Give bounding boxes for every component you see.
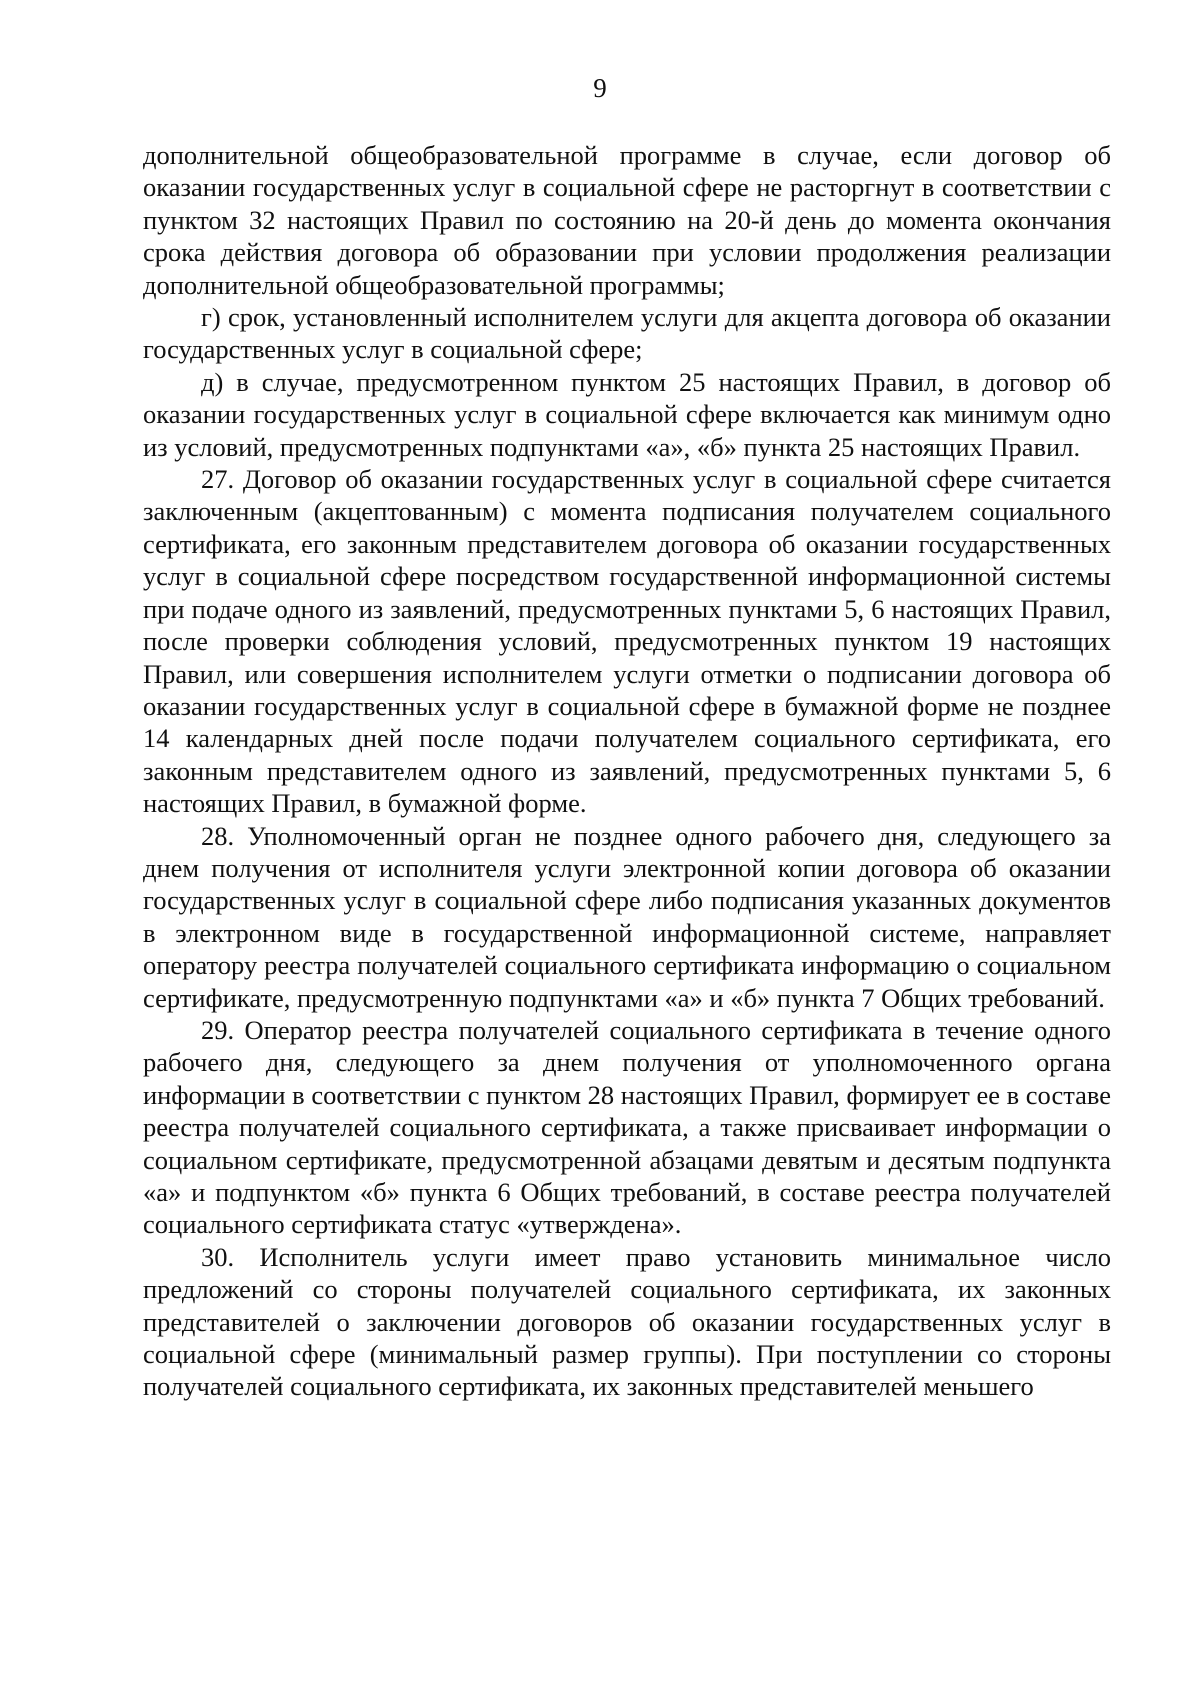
paragraph-item-30: 30. Исполнитель услуги имеет право установить минимальное число предложений со стороны получателей социального сертификата, их законных представителей о заключении договоров об оказании государственных услуг в социальной сфере (минимальный размер группы). При поступлении со стороны получателей социального сертификата, их законных представителей меньшего — [143, 1241, 1111, 1402]
document-body — [143, 139, 1111, 1403]
paragraph-subitem-g: г) срок, установленный исполнителем услуги для акцепта договора об оказании государственных услуг в социальной сфере; — [143, 302, 1111, 365]
paragraph-subitem-d: д) в случае, предусмотренном пунктом 25 настоящих Правил, в договор об оказании государственных услуг в социальной сфере включается как минимум одно из условий, предусмотренных подпунктами «а», «б» пункта 25 настоящих Правил. — [143, 366, 1111, 462]
paragraph-item-28: 28. Уполномоченный орган не позднее одного рабочего дня, следующего за днем получения от исполнителя услуги электронной копии договора об оказании государственных услуг в социальной сфере либо подписания указанных документов в электронном виде в государственной информационной системе, направляет оператору реестра получателей социального сертификата информацию о социальном сертификате, предусмотренную подпунктами «а» и «б» пункта 7 Общих требований. — [143, 820, 1111, 1013]
paragraph-continuation: дополнительной общеобразовательной программе в случае, если договор об оказании государственных услуг в социальной сфере не расторгнут в соответствии с пунктом 32 настоящих Правил по состоянию на 20-й день до момента окончания срока действия договора об образовании при условии продолжения реализации дополнительной общеобразовательной программы; — [143, 140, 1111, 300]
paragraph-item-27: 27. Договор об оказании государственных услуг в социальной сфере считается заключенным (акцептованным) с момента подписания получателем социального сертификата, его законным представителем договора об оказании государственных услуг в социальной сфере посредством государственной информационной системы при подаче одного из заявлений, предусмотренных пунктами 5, 6 настоящих Правил, после проверки соблюдения условий, предусмотренных пунктом 19 настоящих Правил, или совершения исполнителем услуги отметки о подписании договора об оказании государственных услуг в социальной сфере в бумажной форме не позднее 14 календарных дней после подачи получателем социального сертификата, его законным представителем одного из заявлений, предусмотренных пунктами 5, 6 настоящих Правил, в бумажной форме. — [143, 464, 1111, 819]
page-number: 9 — [593, 73, 607, 103]
paragraph-item-29: 29. Оператор реестра получателей социального сертификата в течение одного рабочего дня, следующего за днем получения от уполномоченного органа информации в соответствии с пунктом 28 настоящих Правил, формирует ее в составе реестра получателей социального сертификата, а также присваивает информации о социальном сертификате, предусмотренной абзацами девятым и десятым подпункта «а» и подпунктом «б» пункта 6 Общих требований, в составе реестра получателей социального сертификата статус «утверждена». — [143, 1014, 1111, 1240]
